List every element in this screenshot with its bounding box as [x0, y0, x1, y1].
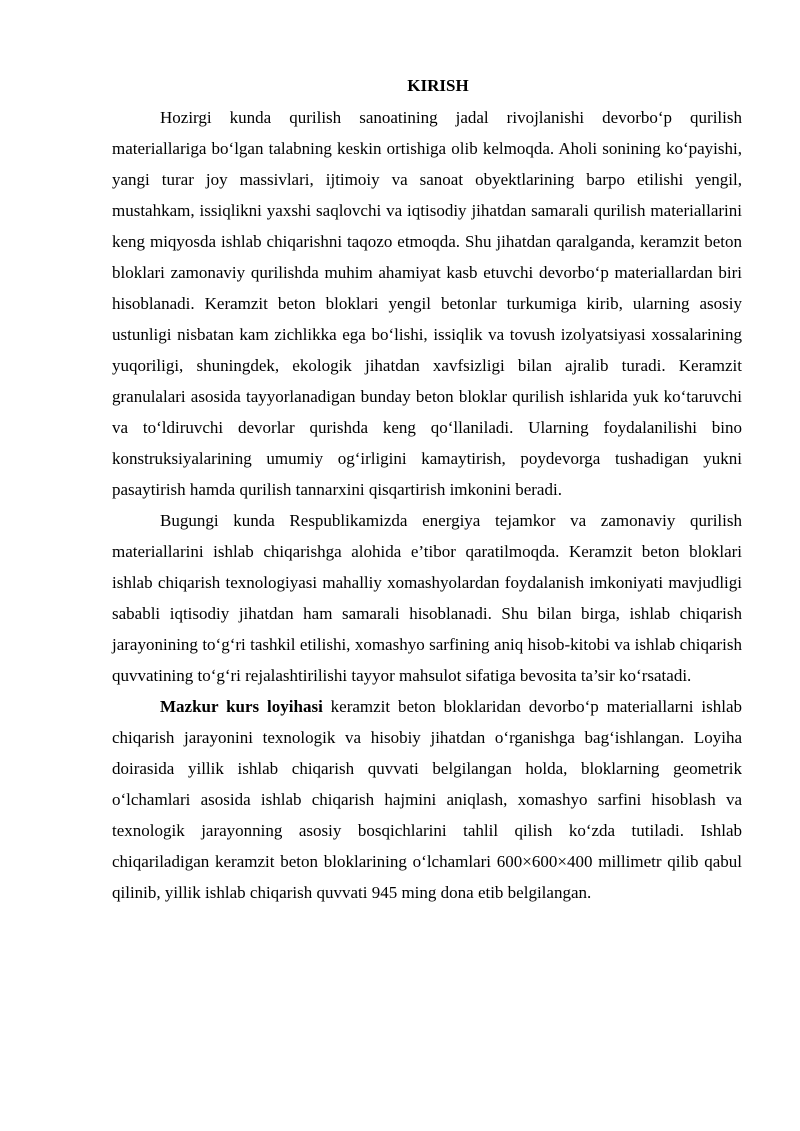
- document-page: [112, 76, 742, 908]
- paragraph-republic: [112, 505, 742, 691]
- paragraph-intro-text: Hozirgi kunda qurilish sanoatining jadal rivojlanishi devorbo‘p qurilish materiallariga bo‘lgan talabning keskin ortishiga olib kelmoqda. Aholi sonining ko‘payishi, yangi turar joy massivlari, ijtimoiy va sanoat obyektlarining barpo etilishi yengil, mustahkam, issiqlikni yaxshi saqlovchi va iqtisodiy jihatdan samarali qurilish materiallarini keng miqyosda ishlab chiqarishni taqozo etmoqda. Shu jihatdan qaralganda, keramzit beton bloklari zamonaviy qurilishda muhim ahamiyat kasb etuvchi devorbo‘p materiallardan biri hisoblanadi. Keramzit beton bloklari yengil betonlar turkumiga kirib, ularning asosiy ustunligi nisbatan kam zichlikka ega bo‘lishi, issiqlik va tovush izolyatsiyasi xossalarining yuqoriligi, shuningdek, ekologik jihatdan xavfsizligi bilan ajralib turadi. Keramzit granulalari asosida tayyorlanadigan bunday beton bloklar qurilish ishlarida yuk ko‘taruvchi va to‘ldiruvchi devorlar qurishda keng qo‘llaniladi. Ularning foydalanilishi bino konstruksiyalarining umumiy og‘irligini kamaytirish, poydevorga tushadigan yukni pasaytirish hamda qurilish tannarxini qisqartirish imkonini beradi.: [112, 108, 742, 499]
- page-title: KIRISH: [407, 76, 469, 95]
- paragraph-republic-text: Bugungi kunda Respublikamizda energiya tejamkor va zamonaviy qurilish materiallarini ishlab chiqarishga alohida e’tibor qaratilmoqda. Keramzit beton bloklari ishlab chiqarish texnologiyasi mahalliy xomashyolardan foydalanish imkoniyati mavjudligi sababli iqtisodiy jihatdan ham samarali hisoblanadi. Shu bilan birga, ishlab chiqarish jarayonining to‘g‘ri tashkil etilishi, xomashyo sarfining aniq hisob-kitobi va ishlab chiqarish quvvatining to‘g‘ri rejalashtirilishi tayyor mahsulot sifatiga bevosita ta’sir ko‘rsatadi.: [112, 511, 742, 685]
- paragraph-course-project: [112, 691, 742, 908]
- paragraph-course-project-text: keramzit beton bloklaridan devorbo‘p materiallarni ishlab chiqarish jarayonini texnologik va hisobiy jihatdan o‘rganishga bag‘ishlangan. Loyiha doirasida yillik ishlab chiqarish quvvati belgilangan holda, bloklarning geometrik o‘lchamlari asosida ishlab chiqarish hajmini aniqlash, xomashyo sarfini hisoblash va texnologik jarayonning asosiy bosqichlarini tahlil qilish ko‘zda tutiladi. Ishlab chiqariladigan keramzit beton bloklarining o‘lchamlari 600×600×400 millimetr qilib qabul qilinib, yillik ishlab chiqarish quvvati 945 ming dona etib belgilangan.: [112, 697, 742, 902]
- paragraph-course-project-lead: Mazkur kurs loyihasi: [160, 697, 323, 716]
- paragraph-intro: [112, 102, 742, 505]
